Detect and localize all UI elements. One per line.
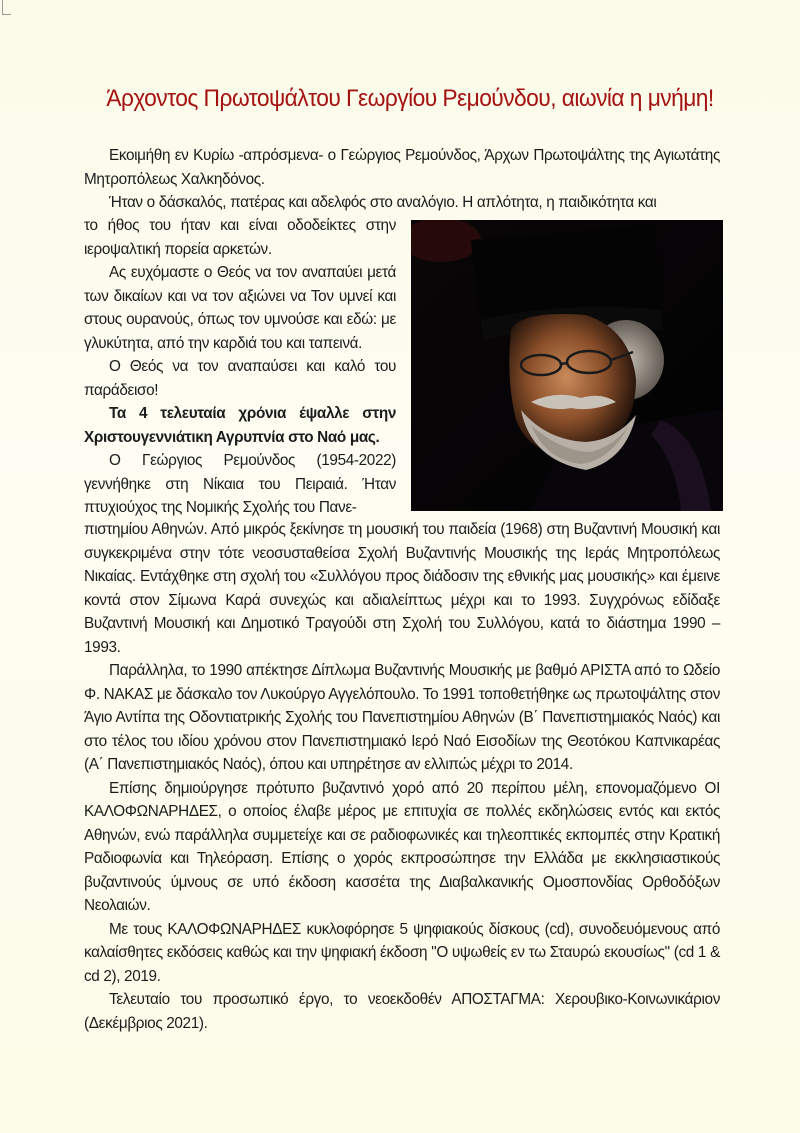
main-biography-text <box>84 518 720 1035</box>
paragraph-recordings: Με τους ΚΑΛΟΦΩΝΑΡΗΔΕΣ κυκλοφόρησε 5 ψηφιακούς δίσκους (cd), συνοδευόμενους από καλαίσθητες εκδόσεις καθώς και την ψηφιακή έκδοση "Ο υψωθείς εν τω Σταυρώ εκουσίως" (cd 1 & cd 2), 2019. <box>84 920 720 985</box>
paragraph-ethos: το ήθος του ήταν και είναι οδοδείκτες στην ιεροψαλτική πορεία αρκετών. <box>84 217 396 258</box>
paragraph-christmas-vigil: Τα 4 τελευταία χρόνια έψαλλε στην Χριστουγεννιάτικη Αγρυπνία στο Ναό μας. <box>84 405 396 446</box>
crop-mark <box>2 0 11 15</box>
paragraph-diploma: Παράλληλα, το 1990 απέκτησε Δίπλωμα Βυζαντινής Μουσικής με βαθμό ΑΡΙΣΤΑ από το Ωδείο Φ. ΝΑΚΑΣ με δάσκαλο τον Λυκούργο Αγγελόπουλο. Το 1991 τοποθετήθηκε ως πρωτοψάλτης στον Άγιο Αντίπα της Οδοντιατρικής Σχολής του Πανεπιστημίου Αθηνών (Β΄ Πανεπιστημιακός Ναός) και στο τέλος του ιδίου χρόνου στον Πανεπιστημιακό Ιερό Ναό Εισοδίων της Θεοτόκου Καπνικαρέας (Α΄ Πανεπιστημιακός Ναός), όπου και υπηρέτησε αν ελλιπώς μέχρι το 2014. <box>84 662 720 773</box>
paragraph-biography-start: Ο Γεώργιος Ρεμούνδος (1954-2022) γεννήθηκε στη Νίκαια του Πειραιά. Ήταν πτυχιούχος της Νομικής Σχολής του Πανε- <box>84 452 396 516</box>
paragraph-obituary: Εκοιμήθη εν Κυρίω -απρόσμενα- ο Γεώργιος Ρεμούνδος, Άρχων Πρωτοψάλτης της Αγιωτάτης Μητροπόλεως Χαλκηδόνος. <box>84 147 720 188</box>
left-column-text <box>84 214 396 520</box>
paragraph-choir: Επίσης δημιούργησε πρότυπο βυζαντινό χορό από 20 περίπου μέλη, επονομαζόμενο ΟΙ ΚΑΛΟΦΩΝΑΡΗΔΕΣ, ο οποίος έλαβε μέρος με επιτυχία σε πολλές εκδηλώσεις εντός και εκτός Αθηνών, ενώ παράλληλα συμμετείχε και σε ραδιοφωνικές και τηλεοπτικές εκπομπές στην Κρατική Ραδιοφωνία και Τηλεόραση. Επίσης ο χορός εκπροσώπησε την Ελλάδα με εκκλησιαστικούς βυζαντινούς ύμνους σε υπό έκδοση κασσέτα της Διαβαλκανικής Ομοσπονδίας Ορθοδόξων Νεολαιών. <box>84 779 720 914</box>
paragraph-music-education: πιστημίου Αθηνών. Από μικρός ξεκίνησε τη μουσική του παιδεία (1968) στη Βυζαντινή Μουσική και συγκεκριμένα στην τότε νεοσυσταθείσα Σχολή Βυζαντινής Μουσικής της Ιεράς Μητροπόλεως Νικαίας. Εντάχθηκε στη σχολή του «Συλλόγου προς διάδοσιν της εθνικής μας μουσικής» και έμεινε κοντά στον Σίμωνα Καρά συνεχώς και αδιαλείπτως μέχρι και το 1993. Συγχρόνως εδίδαξε Βυζαντινή Μουσική και Δημοτικό Τραγούδι στη Σχολή του Συλλόγου, κατά το διάστημα 1990 – 1993. <box>84 521 720 656</box>
page-title: Άρχοντος Πρωτοψάλτου Γεωργίου Ρεμούνδου, αιωνία η μνήμη! <box>106 85 714 112</box>
portrait-photo <box>411 220 723 511</box>
paragraph-prayer: Ας ευχόμαστε ο Θεός να τον αναπαύει μετά των δικαίων και να τον αξιώνει να Τον υμνεί και στους ουρανούς, όπως τον υμνούσε και εδώ: με γλυκύτητα, από την καρδιά του και ταπεινά. <box>84 264 396 352</box>
paragraph-teacher: Ήταν ο δάσκαλός, πατέρας και αδελφός στο αναλόγιο. Η απλότητα, η παιδικότητα και <box>109 194 657 211</box>
intro-text <box>84 144 720 215</box>
paragraph-rest: Ο Θεός να τον αναπαύσει και καλό του παράδεισο! <box>84 358 396 399</box>
paragraph-last-work: Τελευταίο του προσωπικό έργο, το νεοεκδοθέν ΑΠΟΣΤΑΓΜΑ: Χερουβικο-Κοινωνικάριον (Δεκέμβριος 2021). <box>84 991 720 1032</box>
portrait-image <box>411 220 723 511</box>
